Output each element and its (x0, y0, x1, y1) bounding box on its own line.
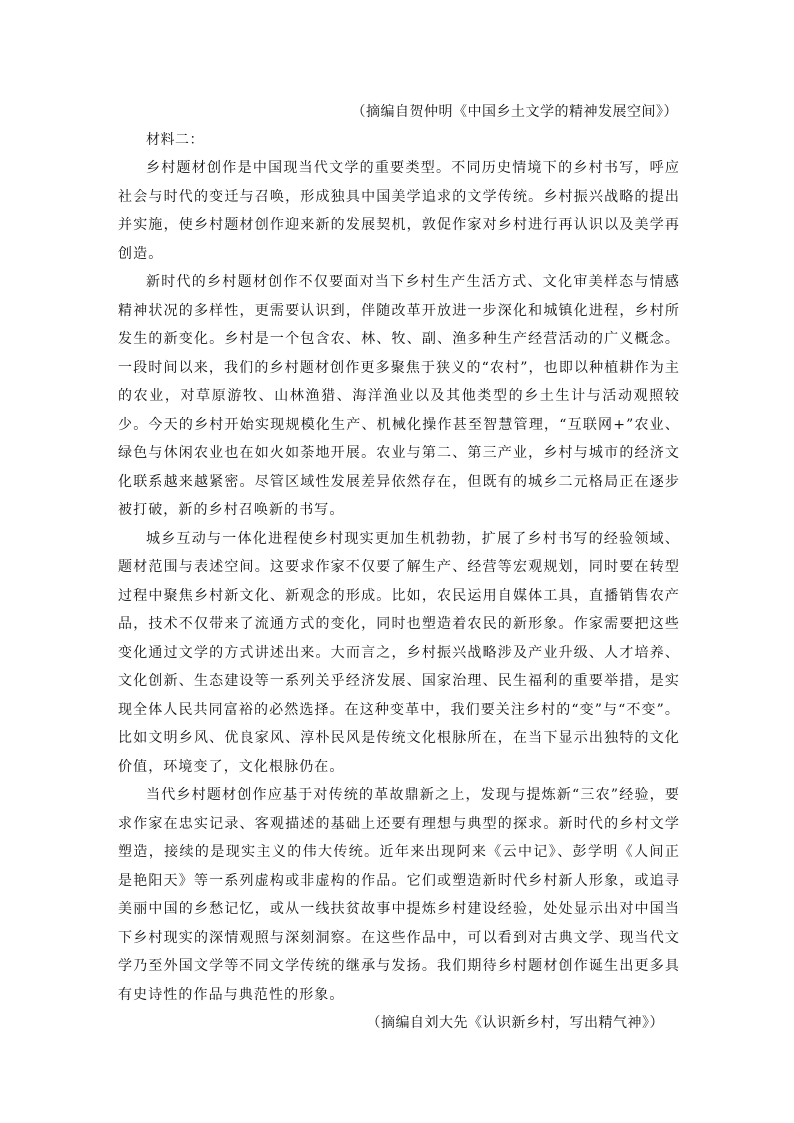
material-two-label: 材料二： (146, 132, 204, 148)
paragraph-1: 乡村题材创作是中国现当代文学的重要类型。不同历史情境下的乡村书写，呼应社会与时代的变迁与召唤，形成独具中国美学追求的文学传统。乡村振兴战略的提出并实施，使乡村题材创作迎来新的发展契机，敦促作家对乡村进行再认识以及美学再创造。 (118, 160, 680, 262)
paragraph-3: 城乡互动与一体化进程使乡村现实更加生机勃勃，扩展了乡村书写的经验领域、题材范围与表述空间。这要求作家不仅要了解生产、经营等宏观规划，同时要在转型过程中聚焦乡村新文化、新观念的形成。比如，农民运用自媒体工具，直播销售农产品，技术不仅带来了流通方式的变化，同时也塑造着农民的新形象。作家需要把这些变化通过文学的方式讲述出来。大而言之，乡村振兴战略涉及产业升级、人才培养、文化创新、生态建设等一系列关乎经济发展、国家治理、民生福利的重要举措，是实现全体人民共同富裕的必然选择。在这种变革中，我们要关注乡村的“变”与“不变”。比如文明乡风、优良家风、淳朴民风是传统文化根脉所在，在当下显示出独特的文化价值，环境变了，文化根脉仍在。 (118, 530, 680, 775)
paragraph-4: 当代乡村题材创作应基于对传统的革故鼎新之上，发现与提炼新“三农”经验，要求作家在忠实记录、客观描述的基础上还要有理想与典型的探求。新时代的乡村文学塑造，接续的是现实主义的伟大传统。近年来出现阿来《云中记》、彭学明《人间正是艳阳天》等一系列虚构或非虚构的作品。它们或塑造新时代乡村新人形象，或追寻美丽中国的乡愁记忆，或从一线扶贫故事中提炼乡村建设经验，处处显示出对中国当下乡村现实的深情观照与深刻洞察。在这些作品中，可以看到对古典文学、现当代文学乃至外国文学等不同文学传统的继承与发扬。我们期待乡村题材创作诞生出更多具有史诗性的作品与典范性的形象。 (118, 787, 680, 1003)
paragraph-2: 新时代的乡村题材创作不仅要面对当下乡村生产生活方式、文化审美样态与情感精神状况的多样性，更需要认识到，伴随改革开放进一步深化和城镇化进程，乡村所发生的新变化。乡村是一个包含农、林、牧、副、渔多种生产经营活动的广义概念。一段时间以来，我们的乡村题材创作更多聚焦于狭义的“农村”，也即以种植耕作为主的农业，对草原游牧、山林渔猎、海洋渔业以及其他类型的乡土生计与活动观照较少。今天的乡村开始实现规模化生产、机械化操作甚至智慧管理，“互联网+”农业、绿色与休闲农业也在如火如荼地开展。农业与第二、第三产业，乡村与城市的经济文化联系越来越紧密。尽管区域性发展差异依然存在，但既有的城乡二元格局正在逐步被打破，新的乡村召唤新的书写。 (118, 274, 680, 518)
document-content (118, 98, 680, 1037)
top-source-citation: （摘编自贺仲明《中国乡土文学的精神发展空间》） (351, 104, 678, 120)
bottom-source-citation: （摘编自刘大先《认识新乡村，写出精气神》） (366, 1015, 664, 1031)
